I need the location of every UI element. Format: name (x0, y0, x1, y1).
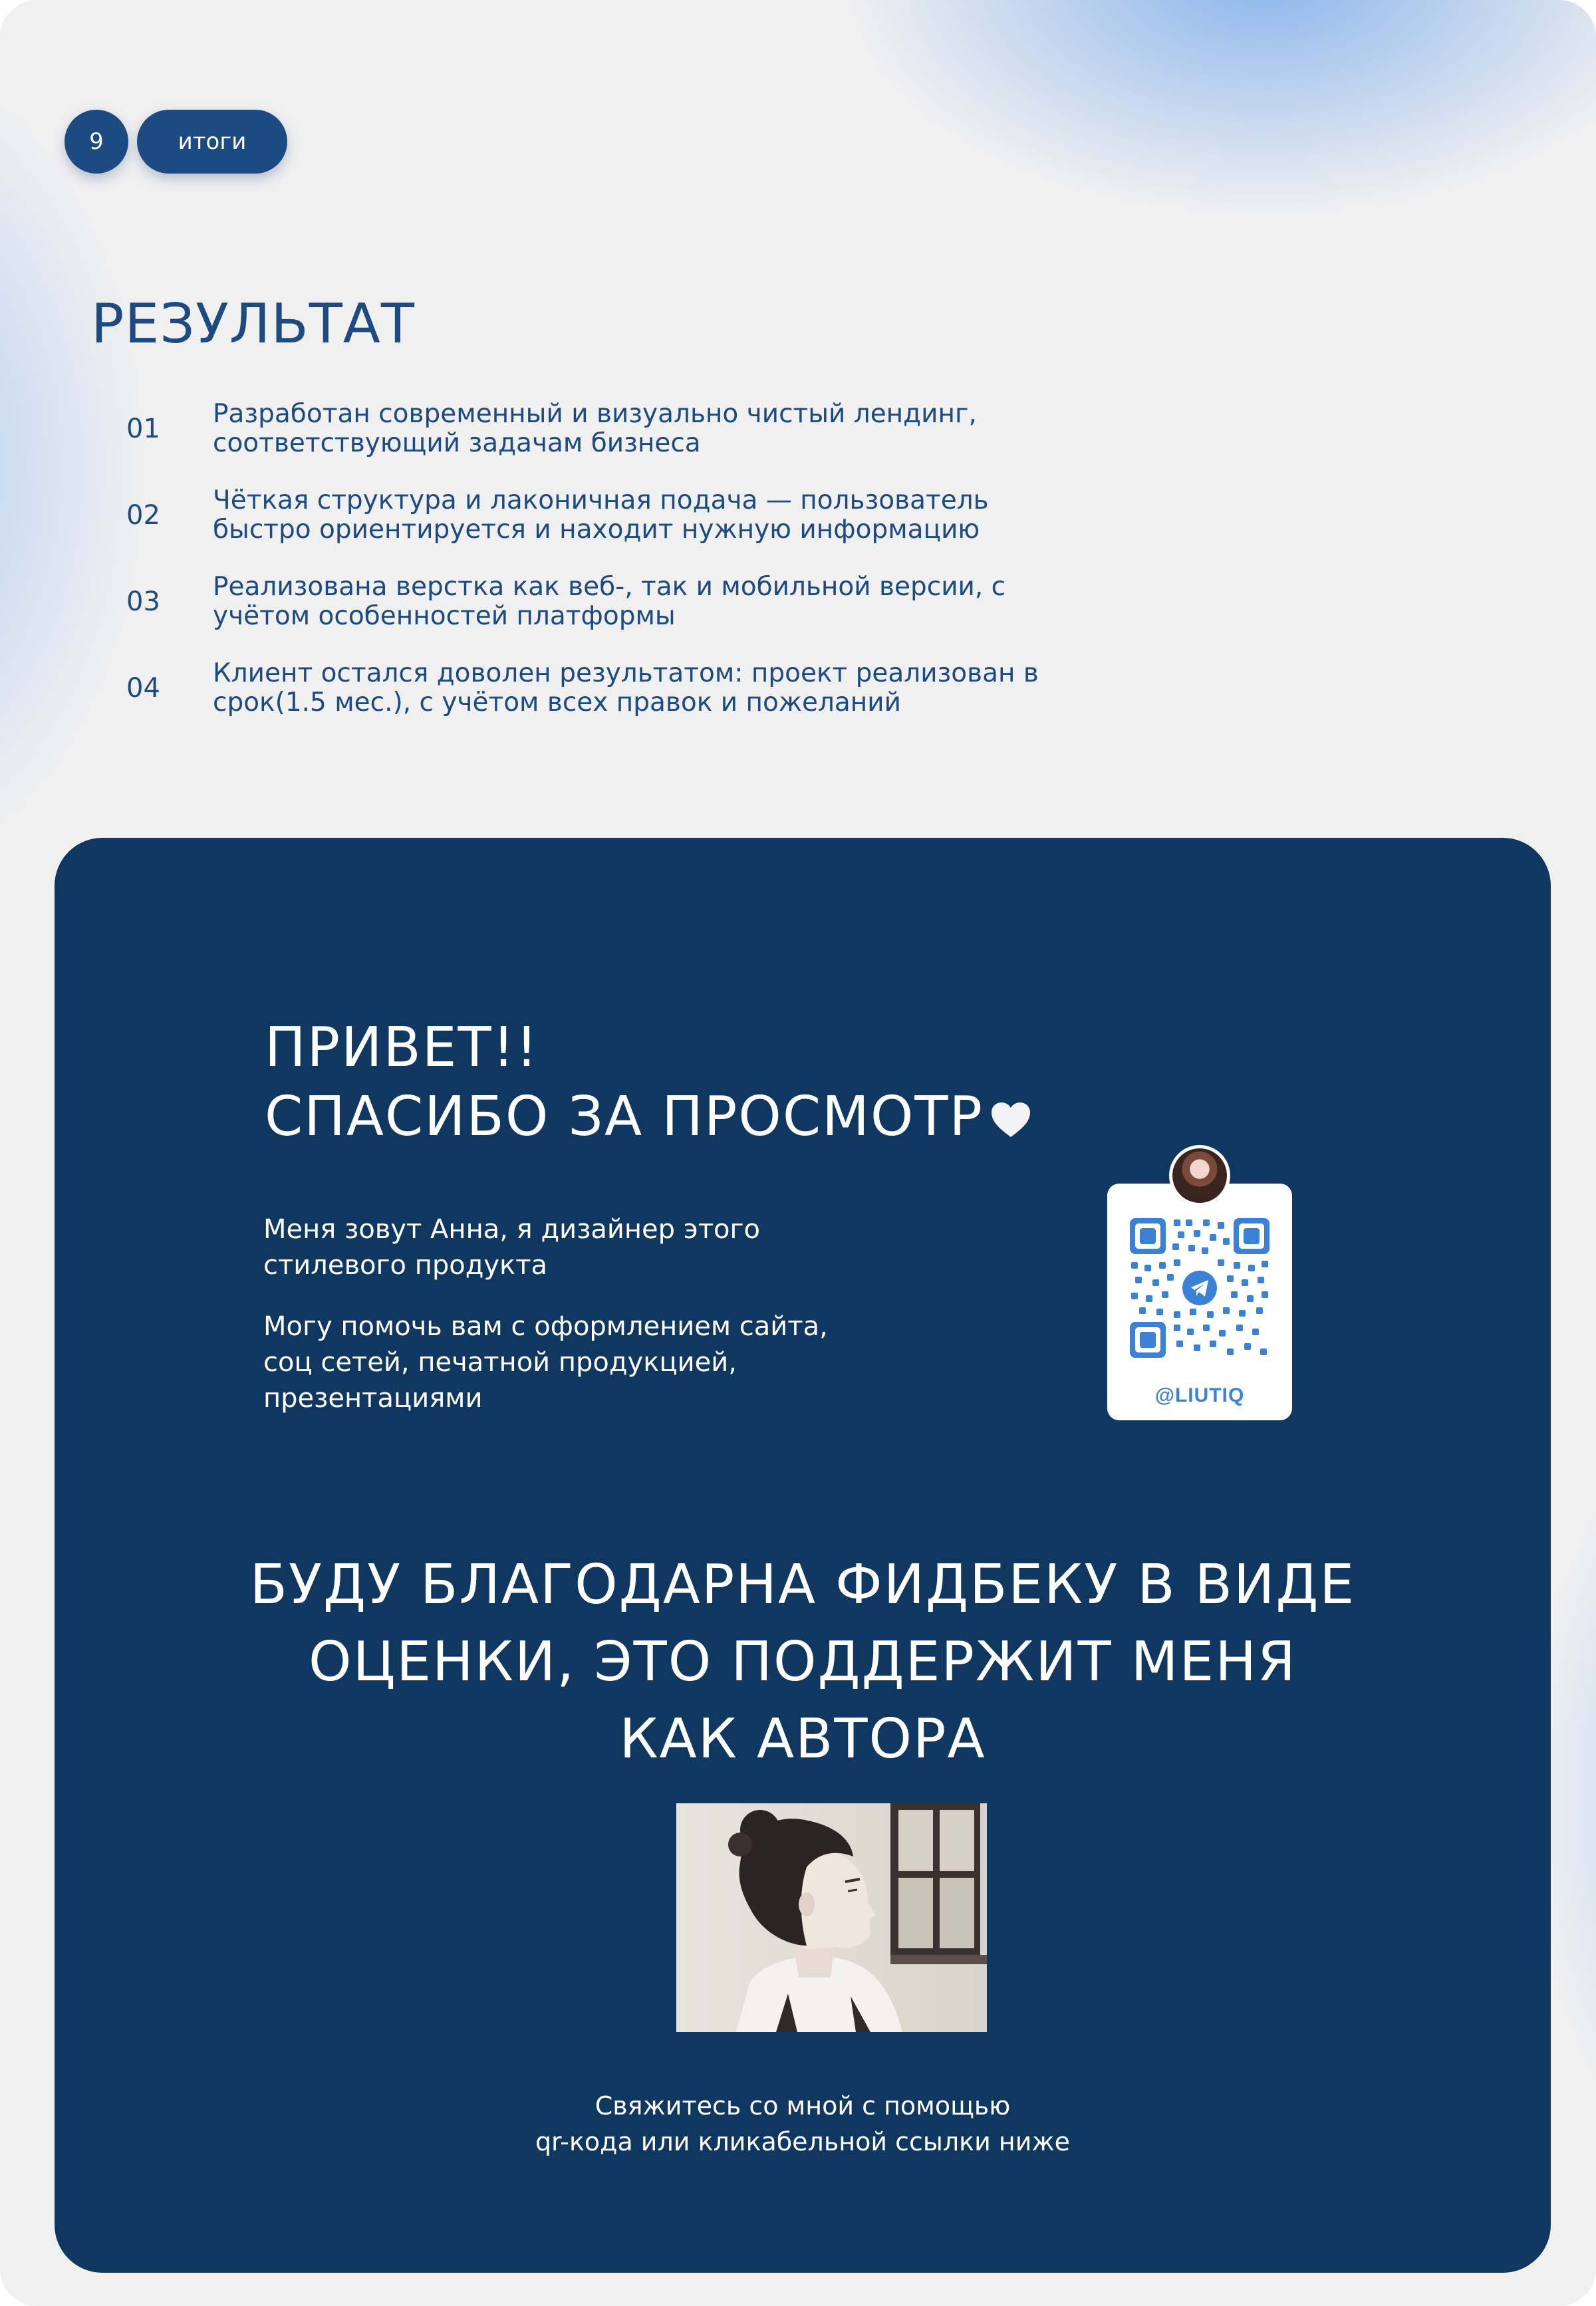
qr-code[interactable] (1130, 1218, 1269, 1358)
telegram-handle-link[interactable]: @LIUTIQ (1154, 1384, 1245, 1406)
author-photo (676, 1803, 987, 2032)
qr-code-card[interactable] (1107, 1184, 1292, 1420)
list-item (126, 386, 1057, 472)
contact-text (55, 2088, 1551, 2160)
result-text: Чёткая структура и лаконичная подача — пользователь быстро ориентируется и находит нужную информацию (213, 485, 989, 545)
list-item (126, 559, 1057, 645)
avatar (1169, 1145, 1230, 1206)
thanks-line: СПАСИБО ЗА ПРОСМОТР (265, 1085, 984, 1148)
feedback-line-1: БУДУ БЛАГОДАРНА ФИДБЕКУ В ВИДЕ (249, 1553, 1356, 1616)
thanks-heading (265, 1013, 1031, 1155)
result-number: 02 (126, 500, 160, 531)
result-number: 01 (126, 414, 160, 444)
list-item (126, 472, 1057, 559)
about-text (263, 1212, 862, 1442)
thanks-card (55, 838, 1551, 2273)
feedback-heading (55, 1547, 1551, 1778)
contact-line-1: Свяжитесь со мной с помощью (595, 2091, 1011, 2120)
result-number: 04 (126, 673, 160, 704)
results-list (126, 386, 1057, 731)
result-text: Реализована верстка как веб-, так и мобильной версии, с учётом особенностей платформы (213, 572, 1006, 631)
section-tag: итоги (137, 110, 287, 174)
feedback-line-2: ОЦЕНКИ, ЭТО ПОДДЕРЖИТ МЕНЯ (309, 1630, 1297, 1694)
list-item (126, 645, 1057, 731)
greeting-line: ПРИВЕТ!! (265, 1016, 539, 1079)
result-text: Клиент остался доволен результатом: проект реализован в срок(1.5 мес.), с учётом всех правок и пожеланий (213, 658, 1039, 717)
about-services: Могу помочь вам с оформлением сайта, соц сетей, печатной продукцией, презентациями (263, 1311, 828, 1414)
result-number: 03 (126, 586, 160, 617)
white-heart-icon (990, 1086, 1031, 1155)
page-number-badge: 9 (65, 110, 128, 174)
results-title: РЕЗУЛЬТАТ (91, 293, 415, 356)
about-intro: Меня зовут Анна, я дизайнер этого стилевого продукта (263, 1214, 760, 1281)
contact-line-2: qr-кода или кликабельной ссылки ниже (535, 2127, 1071, 2156)
feedback-line-3: КАК АВТОРА (619, 1708, 986, 1771)
result-text: Разработан современный и визуально чистый лендинг, соответствующий задачам бизнеса (213, 399, 977, 458)
